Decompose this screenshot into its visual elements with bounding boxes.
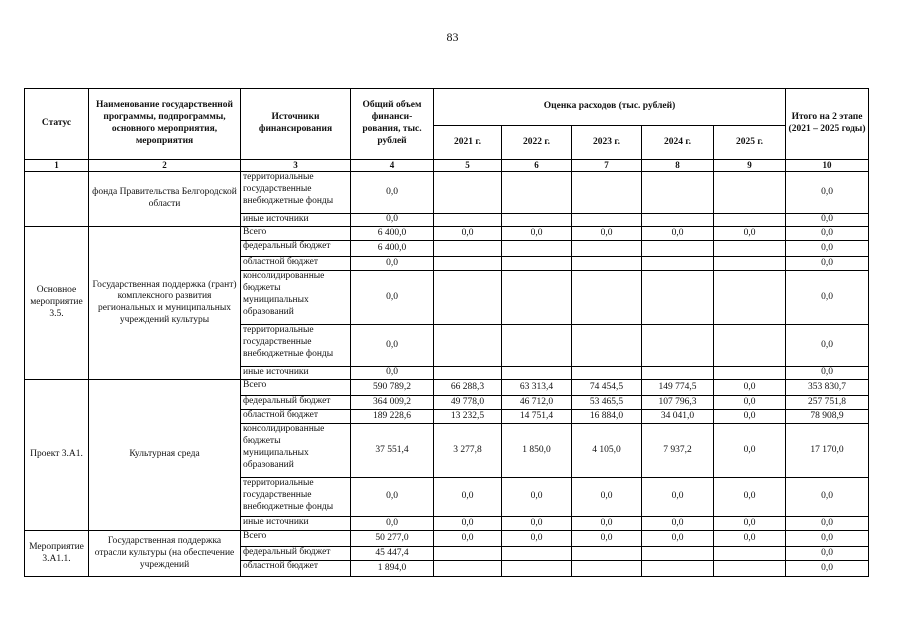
year-cell	[502, 561, 572, 577]
year-cell	[714, 561, 786, 577]
total-cell: 1 894,0	[351, 561, 434, 577]
year-cell	[642, 271, 714, 325]
source-cell: Всего	[241, 227, 351, 241]
year-cell	[434, 561, 502, 577]
year-cell	[502, 172, 572, 214]
year-cell: 7 937,2	[642, 424, 714, 478]
result-cell: 0,0	[786, 227, 869, 241]
year-cell	[642, 172, 714, 214]
year-cell	[642, 214, 714, 227]
year-cell	[642, 325, 714, 367]
year-cell	[572, 561, 642, 577]
year-cell	[502, 214, 572, 227]
year-cell	[642, 367, 714, 380]
column-number: 2	[89, 160, 241, 172]
year-cell	[714, 172, 786, 214]
year-cell: 0,0	[714, 380, 786, 396]
total-cell: 0,0	[351, 172, 434, 214]
year-cell	[434, 547, 502, 561]
year-cell: 0,0	[434, 517, 502, 531]
year-cell: 3 277,8	[434, 424, 502, 478]
header-sources: Источники финансирования	[241, 89, 351, 160]
year-cell	[434, 271, 502, 325]
column-number: 8	[642, 160, 714, 172]
year-cell: 149 774,5	[642, 380, 714, 396]
total-cell: 45 447,4	[351, 547, 434, 561]
year-cell: 4 105,0	[572, 424, 642, 478]
column-number: 1	[25, 160, 89, 172]
year-cell: 49 778,0	[434, 396, 502, 410]
header-status: Статус	[25, 89, 89, 160]
status-cell: Мероприятие 3.А1.1.	[25, 531, 89, 577]
year-cell: 74 454,5	[572, 380, 642, 396]
year-cell	[434, 325, 502, 367]
year-cell: 34 041,0	[642, 410, 714, 424]
year-cell	[642, 241, 714, 257]
source-cell: территориальные государственные внебюджетные фонды	[241, 478, 351, 517]
year-cell: 0,0	[502, 227, 572, 241]
result-cell: 0,0	[786, 214, 869, 227]
year-cell	[434, 241, 502, 257]
year-cell	[434, 367, 502, 380]
total-cell: 364 009,2	[351, 396, 434, 410]
year-cell	[572, 547, 642, 561]
year-cell	[572, 241, 642, 257]
table-row	[25, 380, 869, 396]
year-cell	[572, 367, 642, 380]
status-cell	[25, 172, 89, 227]
name-cell: Государственная поддержка (грант) комплексного развития региональных и муниципальных учреждений культуры	[89, 227, 241, 380]
year-cell: 66 288,3	[434, 380, 502, 396]
year-cell	[642, 561, 714, 577]
source-cell: консолидированные бюджеты муниципальных образований	[241, 424, 351, 478]
year-cell: 0,0	[572, 227, 642, 241]
result-cell: 0,0	[786, 531, 869, 547]
column-number: 9	[714, 160, 786, 172]
source-cell: федеральный бюджет	[241, 396, 351, 410]
year-cell	[434, 257, 502, 271]
total-cell: 6 400,0	[351, 227, 434, 241]
year-cell: 0,0	[502, 531, 572, 547]
year-cell	[502, 367, 572, 380]
year-cell	[642, 547, 714, 561]
status-cell: Проект 3.А1.	[25, 380, 89, 531]
result-cell: 0,0	[786, 561, 869, 577]
year-cell	[502, 325, 572, 367]
year-cell: 0,0	[572, 531, 642, 547]
total-cell: 0,0	[351, 325, 434, 367]
year-cell: 0,0	[642, 517, 714, 531]
status-cell: Основное мероприятие 3.5.	[25, 227, 89, 380]
result-cell: 0,0	[786, 172, 869, 214]
year-cell: 0,0	[714, 227, 786, 241]
year-cell: 0,0	[642, 227, 714, 241]
header-row	[25, 89, 869, 126]
year-cell	[502, 257, 572, 271]
total-cell: 590 789,2	[351, 380, 434, 396]
year-cell	[714, 257, 786, 271]
year-cell: 0,0	[434, 227, 502, 241]
result-cell: 78 908,9	[786, 410, 869, 424]
year-cell: 13 232,5	[434, 410, 502, 424]
header-total: Общий объем финанси-рования, тыс. рублей	[351, 89, 434, 160]
year-cell: 0,0	[714, 396, 786, 410]
year-cell	[714, 547, 786, 561]
source-cell: территориальные государственные внебюджетные фонды	[241, 172, 351, 214]
year-cell	[434, 214, 502, 227]
total-cell: 0,0	[351, 478, 434, 517]
result-cell: 0,0	[786, 241, 869, 257]
source-cell: консолидированные бюджеты муниципальных образований	[241, 271, 351, 325]
year-cell: 0,0	[572, 517, 642, 531]
column-number-row	[25, 160, 869, 172]
source-cell: Всего	[241, 380, 351, 396]
total-cell: 0,0	[351, 214, 434, 227]
result-cell: 353 830,7	[786, 380, 869, 396]
total-cell: 6 400,0	[351, 241, 434, 257]
year-cell: 0,0	[642, 478, 714, 517]
page-number: 83	[446, 30, 459, 44]
year-cell	[714, 214, 786, 227]
name-cell: Государственная поддержка отрасли культуры (на обеспечение учреждений	[89, 531, 241, 577]
column-number: 6	[502, 160, 572, 172]
header-name: Наименование государственной программы, подпрограммы, основного мероприятия, мероприятия	[89, 89, 241, 160]
year-cell	[572, 257, 642, 271]
total-cell: 0,0	[351, 257, 434, 271]
name-cell: фонда Правительства Белгородской области	[89, 172, 241, 227]
result-cell: 257 751,8	[786, 396, 869, 410]
header-estimate: Оценка расходов (тыс. рублей)	[434, 89, 786, 126]
year-cell: 107 796,3	[642, 396, 714, 410]
year-cell	[434, 172, 502, 214]
year-cell: 0,0	[714, 410, 786, 424]
header-year: 2025 г.	[714, 126, 786, 160]
total-cell: 0,0	[351, 367, 434, 380]
column-number: 3	[241, 160, 351, 172]
year-cell	[502, 271, 572, 325]
year-cell: 0,0	[714, 531, 786, 547]
year-cell	[572, 214, 642, 227]
year-cell: 16 884,0	[572, 410, 642, 424]
year-cell	[502, 241, 572, 257]
result-cell: 0,0	[786, 517, 869, 531]
year-cell: 0,0	[434, 531, 502, 547]
year-cell: 14 751,4	[502, 410, 572, 424]
source-cell: областной бюджет	[241, 257, 351, 271]
result-cell: 0,0	[786, 325, 869, 367]
year-cell	[572, 172, 642, 214]
source-cell: территориальные государственные внебюджетные фонды	[241, 325, 351, 367]
year-cell: 63 313,4	[502, 380, 572, 396]
source-cell: областной бюджет	[241, 561, 351, 577]
result-cell: 0,0	[786, 271, 869, 325]
year-cell: 0,0	[714, 517, 786, 531]
table-row	[25, 531, 869, 547]
result-cell: 0,0	[786, 367, 869, 380]
result-cell: 0,0	[786, 257, 869, 271]
header-year: 2021 г.	[434, 126, 502, 160]
year-cell: 0,0	[714, 478, 786, 517]
source-cell: иные источники	[241, 214, 351, 227]
result-cell: 0,0	[786, 547, 869, 561]
result-cell: 17 170,0	[786, 424, 869, 478]
year-cell: 53 465,5	[572, 396, 642, 410]
total-cell: 189 228,6	[351, 410, 434, 424]
result-cell: 0,0	[786, 478, 869, 517]
source-cell: федеральный бюджет	[241, 547, 351, 561]
year-cell	[572, 271, 642, 325]
header-year: 2023 г.	[572, 126, 642, 160]
source-cell: иные источники	[241, 367, 351, 380]
total-cell: 50 277,0	[351, 531, 434, 547]
total-cell: 0,0	[351, 271, 434, 325]
header-year: 2022 г.	[502, 126, 572, 160]
year-cell	[714, 367, 786, 380]
year-cell	[642, 257, 714, 271]
source-cell: иные источники	[241, 517, 351, 531]
name-cell: Культурная среда	[89, 380, 241, 531]
year-cell: 1 850,0	[502, 424, 572, 478]
year-cell	[502, 547, 572, 561]
table-row	[25, 227, 869, 241]
year-cell	[714, 325, 786, 367]
source-cell: федеральный бюджет	[241, 241, 351, 257]
column-number: 10	[786, 160, 869, 172]
column-number: 5	[434, 160, 502, 172]
column-number: 7	[572, 160, 642, 172]
year-cell: 0,0	[502, 517, 572, 531]
table-row	[25, 172, 869, 214]
header-result: Итого на 2 этапе (2021 – 2025 годы)	[786, 89, 869, 160]
total-cell: 37 551,4	[351, 424, 434, 478]
year-cell: 0,0	[434, 478, 502, 517]
header-year: 2024 г.	[642, 126, 714, 160]
year-cell: 0,0	[502, 478, 572, 517]
column-number: 4	[351, 160, 434, 172]
year-cell	[572, 325, 642, 367]
source-cell: областной бюджет	[241, 410, 351, 424]
budget-table	[24, 88, 869, 577]
year-cell: 46 712,0	[502, 396, 572, 410]
year-cell: 0,0	[572, 478, 642, 517]
source-cell: Всего	[241, 531, 351, 547]
year-cell	[714, 241, 786, 257]
year-cell: 0,0	[642, 531, 714, 547]
year-cell: 0,0	[714, 424, 786, 478]
year-cell	[714, 271, 786, 325]
total-cell: 0,0	[351, 517, 434, 531]
